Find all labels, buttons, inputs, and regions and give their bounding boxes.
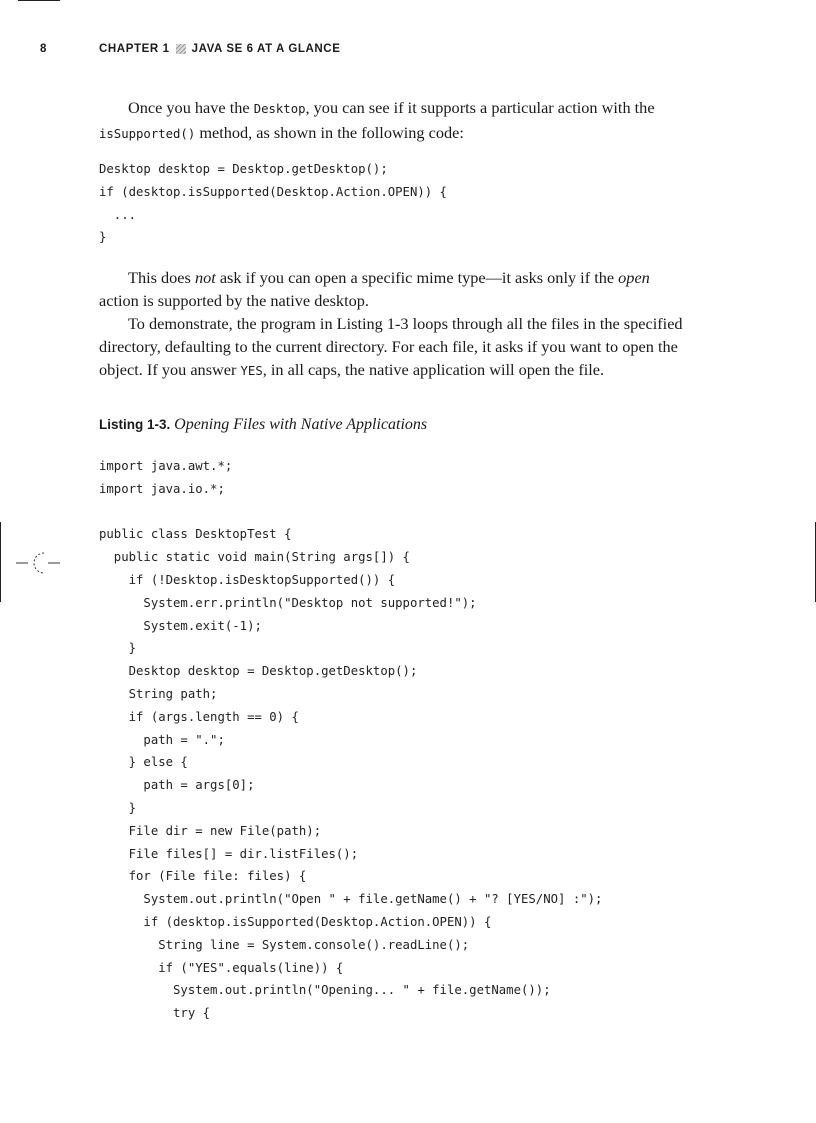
separator-square-icon <box>176 44 186 54</box>
text-run: , in all caps, the native application will open the file. <box>262 360 605 379</box>
code-line: public static void main(String args[]) { <box>99 550 410 565</box>
running-head <box>40 43 341 55</box>
code-line: import java.io.*; <box>99 481 225 496</box>
paragraph-desktop-support <box>99 96 719 146</box>
code-line: System.err.println("Desktop not supported!"); <box>99 595 477 610</box>
text-run: method, as shown in the following code: <box>195 123 464 142</box>
code-line: if (desktop.isSupported(Desktop.Action.OPEN)) { <box>99 184 447 199</box>
code-line: System.out.println("Opening... " + file.getName()); <box>99 983 551 998</box>
listing-caption <box>99 416 427 434</box>
paragraph-open-action <box>99 266 719 312</box>
code-line: String path; <box>99 686 218 701</box>
listing-title: Opening Files with Native Applications <box>174 416 428 433</box>
chapter-label: CHAPTER 1 <box>99 43 170 55</box>
code-line: } <box>99 800 137 815</box>
code-block-desktop-check <box>99 158 447 249</box>
crop-mark-left <box>0 522 1 602</box>
code-line: Desktop desktop = Desktop.getDesktop(); <box>99 162 388 176</box>
code-line: path = "."; <box>99 732 225 747</box>
emphasis: not <box>194 268 216 287</box>
crop-mark-top <box>18 0 60 1</box>
text-run: To demonstrate, the program in Listing 1-3 loops through all the files in the specified directory, defaulting to the current directory. For each file, it asks if you want to open the object. If you answer <box>99 314 683 379</box>
code-line: try { <box>99 1006 211 1021</box>
code-line: String line = System.console().readLine(); <box>99 937 470 952</box>
listing-label: Listing 1-3. <box>99 417 171 432</box>
code-line: File dir = new File(path); <box>99 823 322 838</box>
code-line-blank <box>99 501 602 524</box>
inline-code: YES <box>240 364 263 378</box>
code-line: Desktop desktop = Desktop.getDesktop(); <box>99 664 418 679</box>
code-line: for (File file: files) { <box>99 869 307 884</box>
inline-code: isSupported() <box>99 127 196 141</box>
code-line: File files[] = dir.listFiles(); <box>99 846 359 861</box>
code-line: path = args[0]; <box>99 778 255 793</box>
code-line: if ("YES".equals(line)) { <box>99 960 344 975</box>
code-line: } else { <box>99 755 188 770</box>
chapter-title: JAVA SE 6 AT A GLANCE <box>191 43 341 55</box>
code-line: if (args.length == 0) { <box>99 709 299 724</box>
text-run: ask if you can open a specific mime type—it asks only if the <box>215 268 619 287</box>
emphasis: open <box>618 268 650 287</box>
code-line: } <box>99 230 107 245</box>
registration-mark-icon <box>16 548 62 578</box>
code-line: System.out.println("Open " + file.getName() + "? [YES/NO] :"); <box>99 892 603 907</box>
page-number: 8 <box>40 43 47 55</box>
text-run: , you can see if it supports a particular action with the <box>305 98 655 117</box>
code-line: if (!Desktop.isDesktopSupported()) { <box>99 572 396 587</box>
text-run: This does <box>128 268 195 287</box>
text-run: Once you have the <box>128 98 254 117</box>
code-line: public class DesktopTest { <box>99 527 292 542</box>
paragraph-demonstration <box>99 312 719 383</box>
code-line: ... <box>99 207 137 222</box>
text-run: action is supported by the native desktop. <box>99 291 369 310</box>
code-listing-desktop-test <box>99 455 602 1025</box>
code-line: System.exit(-1); <box>99 618 262 633</box>
code-line: if (desktop.isSupported(Desktop.Action.OPEN)) { <box>99 914 492 929</box>
inline-code: Desktop <box>253 102 306 116</box>
code-line: } <box>99 641 137 656</box>
code-line: import java.awt.*; <box>99 459 233 473</box>
